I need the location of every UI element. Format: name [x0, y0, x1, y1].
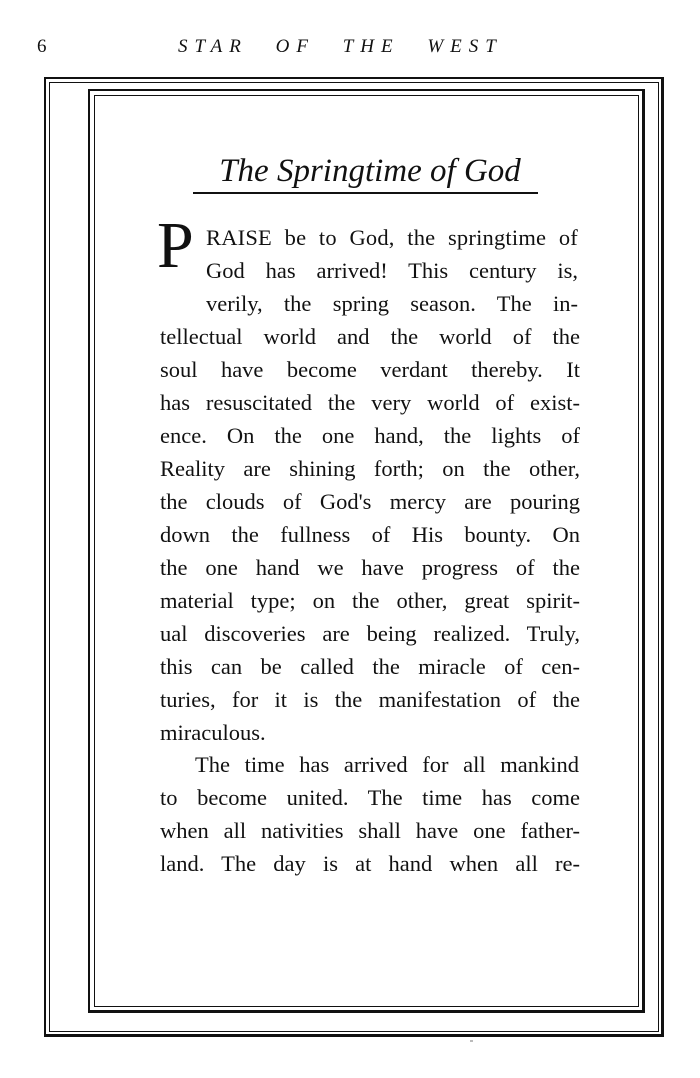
text-line-7: ence. On the one hand, the lights of	[160, 423, 580, 448]
text-line-16: miraculous.	[160, 720, 266, 745]
running-head: STAR OF THE WEST	[178, 36, 503, 57]
text-line-2: God has arrived! This century is,	[206, 258, 578, 283]
text-line-19: when all nativities shall have one father-	[160, 818, 580, 843]
text-line-5: soul have become verdant thereby. It	[160, 357, 580, 382]
text-line-18: to become united. The time has come	[160, 785, 580, 810]
title-underline	[193, 192, 538, 194]
text-line-4: tellectual world and the world of the	[160, 324, 580, 349]
drop-cap: P	[157, 209, 194, 282]
text-line-8: Reality are shining forth; on the other,	[160, 456, 580, 481]
text-line-15: turies, for it is the manifestation of the	[160, 687, 580, 712]
text-line-10: down the fullness of His bounty. On	[160, 522, 580, 547]
text-line-20: land. The day is at hand when all re-	[160, 851, 580, 876]
text-line-3: verily, the spring season. The in-	[206, 291, 578, 316]
text-line-9: the clouds of God's mercy are pouring	[160, 489, 580, 514]
text-line-1: RAISE be to God, the springtime of	[206, 225, 578, 250]
article-title: The Springtime of God	[219, 153, 521, 189]
text-line-14: this can be called the miracle of cen-	[160, 654, 580, 679]
paper-speck	[470, 1040, 473, 1042]
text-line-17: The time has arrived for all mankind	[195, 752, 579, 777]
text-line-13: ual discoveries are being realized. Truly,	[160, 621, 580, 646]
text-line-12: material type; on the other, great spirit-	[160, 588, 580, 613]
text-line-11: the one hand we have progress of the	[160, 555, 580, 580]
page-number: 6	[37, 36, 47, 57]
text-line-6: has resuscitated the very world of exist-	[160, 390, 580, 415]
